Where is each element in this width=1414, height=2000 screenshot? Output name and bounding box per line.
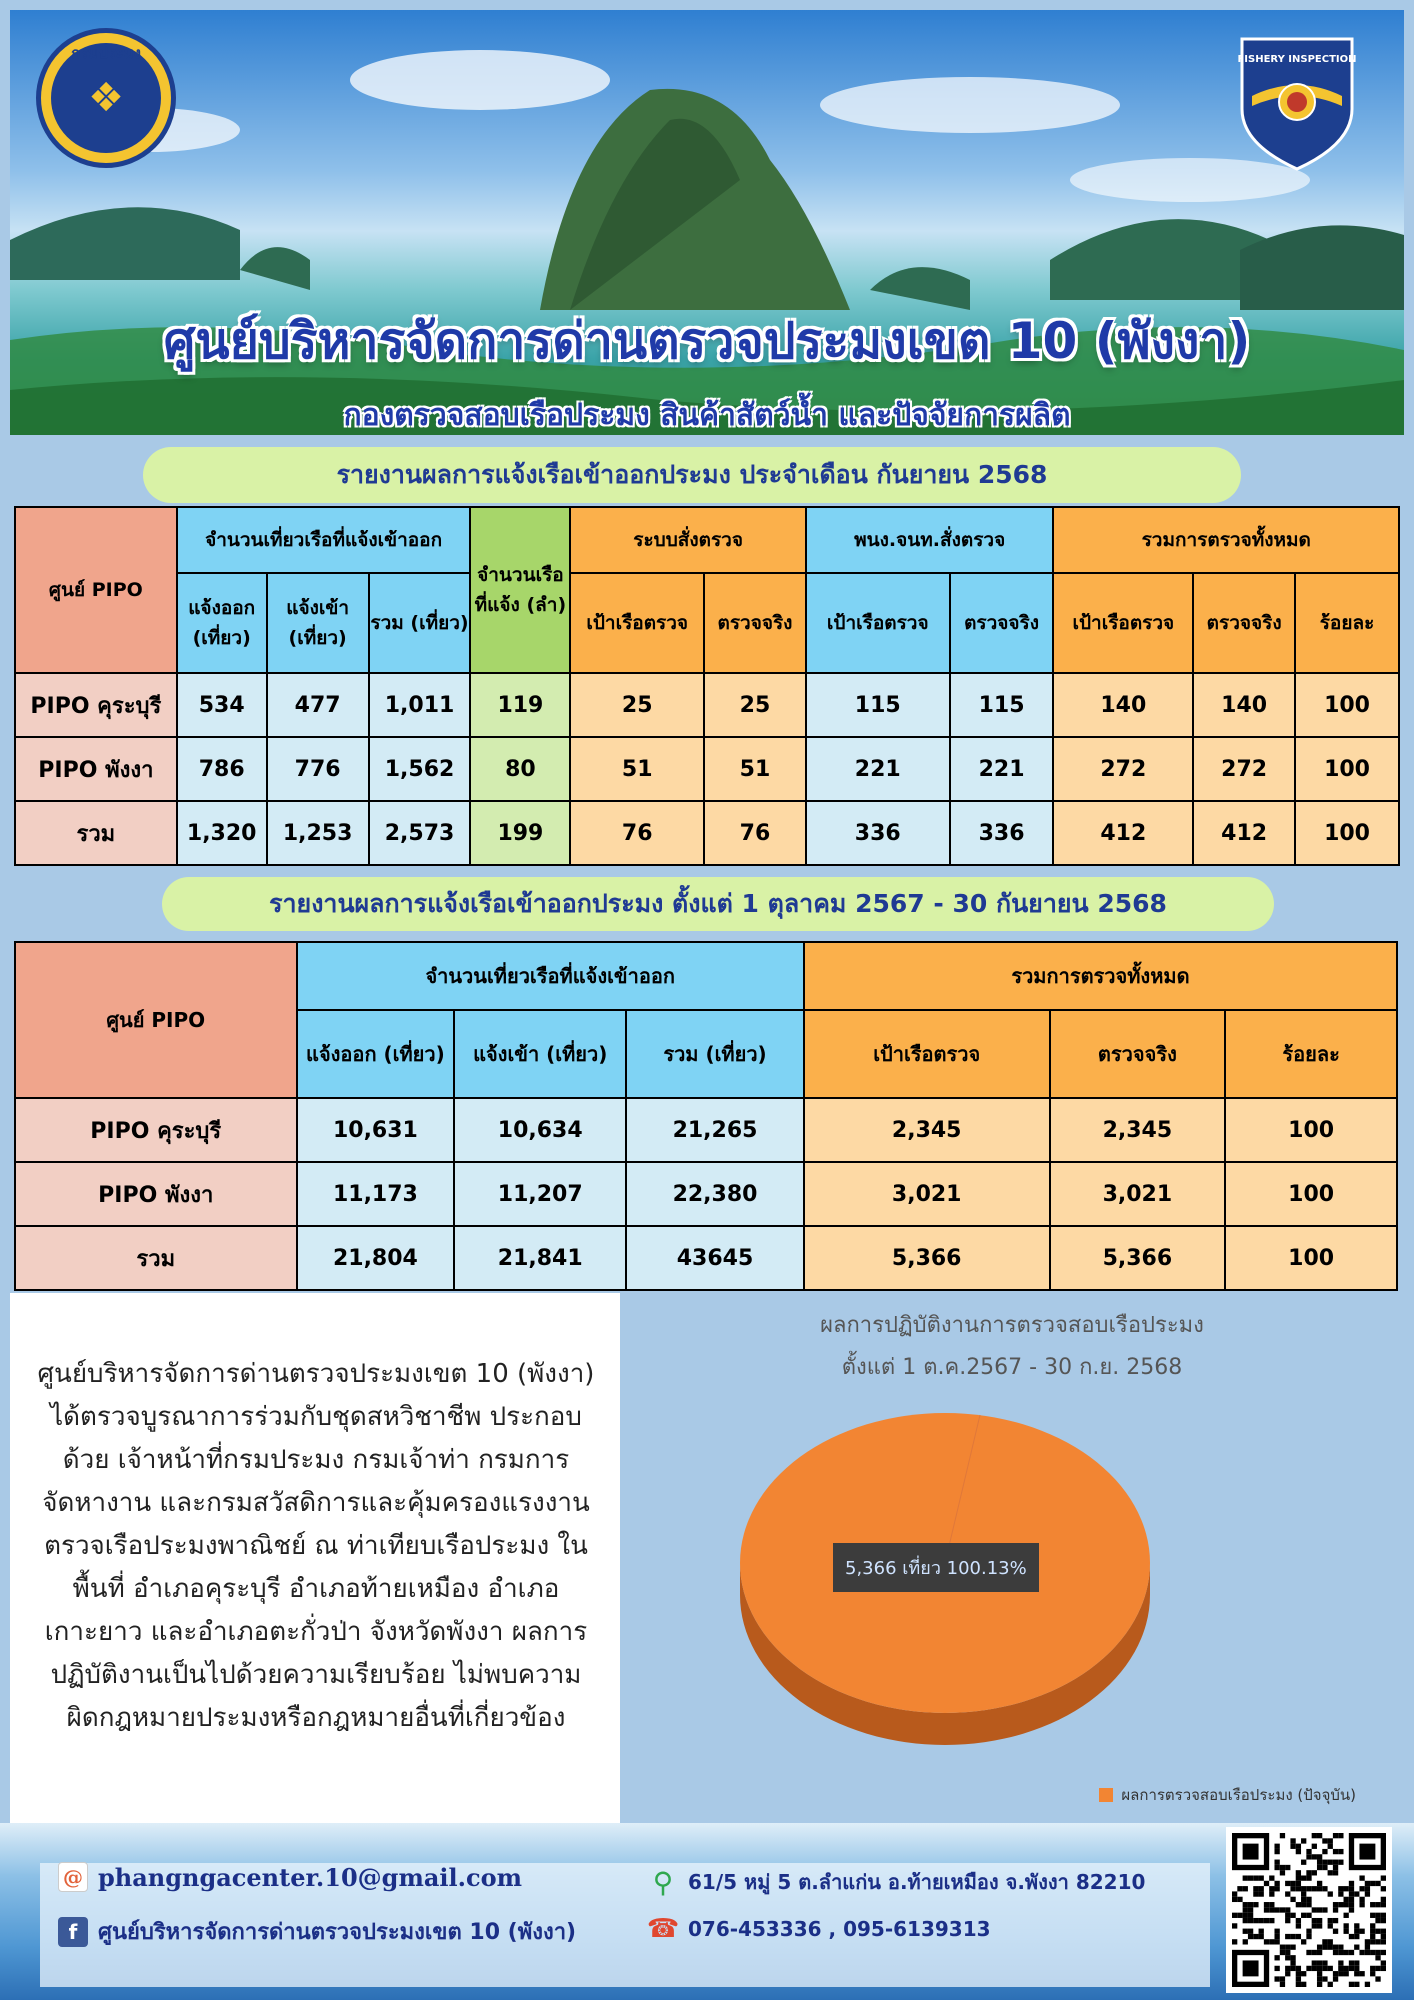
header-total-group: รวมการตรวจทั้งหมด bbox=[804, 942, 1397, 1010]
page-subtitle: กองตรวจสอบเรือประมง สินค้าสัตว์น้ำ และปัจจัยการผลิต bbox=[343, 398, 1071, 433]
cell-sum: 22,380 bbox=[626, 1162, 804, 1226]
cell-off-actual: 336 bbox=[950, 801, 1054, 865]
cell-sys-target: 51 bbox=[570, 737, 704, 801]
pie-data-label: 5,366 เที่ยว 100.13% bbox=[833, 1543, 1039, 1592]
annual-report-table bbox=[14, 941, 1398, 1291]
cell-sys-actual: 25 bbox=[704, 673, 806, 737]
facebook-text[interactable]: ศูนย์บริหารจัดการด่านตรวจประมงเขต 10 (พังงา) bbox=[98, 1920, 577, 1945]
cell-pct: 100 bbox=[1225, 1098, 1397, 1162]
header-tot-target: เป้าเรือตรวจ bbox=[1053, 573, 1193, 673]
cell-out: 21,804 bbox=[297, 1226, 455, 1290]
header-sys-target: เป้าเรือตรวจ bbox=[570, 573, 704, 673]
row-name: รวม bbox=[15, 801, 177, 865]
cell-off-target: 336 bbox=[806, 801, 950, 865]
chart-subtitle: ตั้งแต่ 1 ต.ค.2567 - 30 ก.ย. 2568 bbox=[841, 1355, 1183, 1380]
address-text: 61/5 หมู่ 5 ต.ลำแก่น อ.ท้ายเหมือง จ.พังงา 82210 bbox=[688, 1870, 1146, 1894]
chart-panel bbox=[620, 1293, 1404, 1823]
cell-sum: 2,573 bbox=[369, 801, 471, 865]
qr-code-image bbox=[1232, 1833, 1386, 1987]
cell-tot-actual: 412 bbox=[1193, 801, 1295, 865]
header-center: ศูนย์ PIPO bbox=[15, 942, 297, 1098]
page-title: ศูนย์บริหารจัดการด่านตรวจประมงเขต 10 (พังงา) bbox=[163, 312, 1251, 370]
cell-sum: 43645 bbox=[626, 1226, 804, 1290]
fishery-inspection-badge bbox=[1222, 24, 1372, 174]
header-out: แจ้งออก (เที่ยว) bbox=[177, 573, 267, 673]
header-sum: รวม (เที่ยว) bbox=[369, 573, 471, 673]
header-out: แจ้งออก (เที่ยว) bbox=[297, 1010, 455, 1098]
legend-label: ผลการตรวจสอบเรือประมง (ปัจจุบัน) bbox=[1121, 1786, 1356, 1804]
cell-tot-target: 412 bbox=[1053, 801, 1193, 865]
cell-pct: 100 bbox=[1225, 1162, 1397, 1226]
cell-sys-target: 76 bbox=[570, 801, 704, 865]
header-off-actual: ตรวจจริง bbox=[950, 573, 1054, 673]
header-officer: พนง.จนท.สั่งตรวจ bbox=[806, 507, 1054, 573]
header-target: เป้าเรือตรวจ bbox=[804, 1010, 1050, 1098]
table-row bbox=[15, 1098, 1397, 1162]
row-name: รวม bbox=[15, 1226, 297, 1290]
cell-pct: 100 bbox=[1295, 737, 1399, 801]
monthly-report-table bbox=[14, 506, 1400, 866]
header-trips-group: จำนวนเที่ยวเรือที่แจ้งเข้าออก bbox=[177, 507, 471, 573]
cell-pct: 100 bbox=[1225, 1226, 1397, 1290]
cell-tot-target: 272 bbox=[1053, 737, 1193, 801]
cell-sys-actual: 51 bbox=[704, 737, 806, 801]
table-row bbox=[15, 737, 1399, 801]
header-system: ระบบสั่งตรวจ bbox=[570, 507, 806, 573]
row-name: PIPO พังงา bbox=[15, 737, 177, 801]
address-contact bbox=[648, 1866, 1145, 1898]
cell-tot-target: 140 bbox=[1053, 673, 1193, 737]
monthly-report-title: รายงานผลการแจ้งเรือเข้าออกประมง ประจำเดือน กันยายน 2568 bbox=[143, 447, 1241, 503]
cell-sys-actual: 76 bbox=[704, 801, 806, 865]
header-off-target: เป้าเรือตรวจ bbox=[806, 573, 950, 673]
header-total-group: รวมการตรวจทั้งหมด bbox=[1053, 507, 1399, 573]
row-name: PIPO คุระบุรี bbox=[15, 673, 177, 737]
cell-actual: 2,345 bbox=[1050, 1098, 1226, 1162]
cell-sum: 1,562 bbox=[369, 737, 471, 801]
cell-in: 21,841 bbox=[454, 1226, 626, 1290]
phone-text[interactable]: 076-453336 , 095-6139313 bbox=[688, 1917, 991, 1941]
cell-sum: 1,011 bbox=[369, 673, 471, 737]
header-boats: จำนวนเรือที่แจ้ง (ลำ) bbox=[470, 507, 570, 673]
fisheries-department-logo: กรมประมง ❖ bbox=[36, 28, 176, 168]
email-icon: @ bbox=[58, 1862, 88, 1892]
table-row bbox=[15, 673, 1399, 737]
row-name: PIPO คุระบุรี bbox=[15, 1098, 297, 1162]
emblem-icon: ❖ bbox=[88, 75, 124, 121]
header-center: ศูนย์ PIPO bbox=[15, 507, 177, 673]
cell-target: 3,021 bbox=[804, 1162, 1050, 1226]
table-row bbox=[15, 1162, 1397, 1226]
email-text[interactable]: phangngacenter.10@gmail.com bbox=[98, 1862, 523, 1892]
header-percent: ร้อยละ bbox=[1225, 1010, 1397, 1098]
header-in: แจ้งเข้า (เที่ยว) bbox=[454, 1010, 626, 1098]
row-name: PIPO พังงา bbox=[15, 1162, 297, 1226]
cell-pct: 100 bbox=[1295, 673, 1399, 737]
cell-pct: 100 bbox=[1295, 801, 1399, 865]
cell-boats: 80 bbox=[470, 737, 570, 801]
table-row bbox=[15, 1226, 1397, 1290]
facebook-icon: f bbox=[58, 1917, 88, 1947]
cell-out: 10,631 bbox=[297, 1098, 455, 1162]
cell-off-actual: 115 bbox=[950, 673, 1054, 737]
cell-in: 1,253 bbox=[267, 801, 369, 865]
table-row bbox=[15, 801, 1399, 865]
cell-off-actual: 221 bbox=[950, 737, 1054, 801]
cell-target: 2,345 bbox=[804, 1098, 1050, 1162]
cell-in: 776 bbox=[267, 737, 369, 801]
qr-code[interactable] bbox=[1226, 1827, 1392, 1993]
cell-sys-target: 25 bbox=[570, 673, 704, 737]
header-in: แจ้งเข้า (เที่ยว) bbox=[267, 573, 369, 673]
cell-actual: 5,366 bbox=[1050, 1226, 1226, 1290]
cell-out: 1,320 bbox=[177, 801, 267, 865]
cell-off-target: 115 bbox=[806, 673, 950, 737]
cell-in: 10,634 bbox=[454, 1098, 626, 1162]
annual-report-title: รายงานผลการแจ้งเรือเข้าออกประมง ตั้งแต่ 1 ตุลาคม 2567 - 30 กันยายน 2568 bbox=[162, 877, 1274, 931]
cell-tot-actual: 272 bbox=[1193, 737, 1295, 801]
cell-in: 477 bbox=[267, 673, 369, 737]
header-tot-actual: ตรวจจริง bbox=[1193, 573, 1295, 673]
phone-contact[interactable] bbox=[648, 1914, 991, 1944]
cell-boats: 199 bbox=[470, 801, 570, 865]
summary-panel bbox=[10, 1293, 620, 1823]
chart-title: ผลการปฏิบัติงานการตรวจสอบเรือประมง bbox=[820, 1313, 1204, 1338]
header-percent: ร้อยละ bbox=[1295, 573, 1399, 673]
header-sys-actual: ตรวจจริง bbox=[704, 573, 806, 673]
cell-out: 534 bbox=[177, 673, 267, 737]
cell-boats: 119 bbox=[470, 673, 570, 737]
header-sum: รวม (เที่ยว) bbox=[626, 1010, 804, 1098]
cell-sum: 21,265 bbox=[626, 1098, 804, 1162]
header-actual: ตรวจจริง bbox=[1050, 1010, 1226, 1098]
cell-actual: 3,021 bbox=[1050, 1162, 1226, 1226]
location-pin-icon: ⚲ bbox=[652, 1865, 674, 1899]
summary-text: ศูนย์บริหารจัดการด่านตรวจประมงเขต 10 (พังงา) ได้ตรวจบูรณาการร่วมกับชุดสหวิชาชีพ ประกอบด้วย เจ้าหน้าที่กรมประมง กรมเจ้าท่า กรมการจัดหางาน และกรมสวัสดิการและคุ้มครองแรงงานตรวจเรือประมงพาณิชย์ ณ ท่าเทียบเรือประมง ในพื้นที่ อำเภอคุระบุรี อำเภอท้ายเหมือง อำเภอเกาะยาว และอำเภอตะกั่วป่า จังหวัดพังงา ผลการปฏิบัติงานเป็นไปด้วยความเรียบร้อย ไม่พบความผิดกฎหมายประมงหรือกฎหมายอื่นที่เกี่ยวข้อง bbox=[37, 1359, 595, 1733]
legend-swatch bbox=[1099, 1788, 1113, 1802]
header-banner bbox=[10, 10, 1404, 435]
chart-legend bbox=[1099, 1783, 1356, 1807]
header-trips-group: จำนวนเที่ยวเรือที่แจ้งเข้าออก bbox=[297, 942, 804, 1010]
telephone-icon: ☎ bbox=[646, 1914, 680, 1944]
email-contact[interactable] bbox=[58, 1862, 522, 1892]
cell-in: 11,207 bbox=[454, 1162, 626, 1226]
cell-off-target: 221 bbox=[806, 737, 950, 801]
cell-out: 11,173 bbox=[297, 1162, 455, 1226]
badge-top-text: FISHERY INSPECTION bbox=[1237, 54, 1357, 65]
facebook-contact[interactable] bbox=[58, 1914, 576, 1949]
cell-out: 786 bbox=[177, 737, 267, 801]
cell-target: 5,366 bbox=[804, 1226, 1050, 1290]
cell-tot-actual: 140 bbox=[1193, 673, 1295, 737]
footer bbox=[0, 1823, 1414, 2000]
